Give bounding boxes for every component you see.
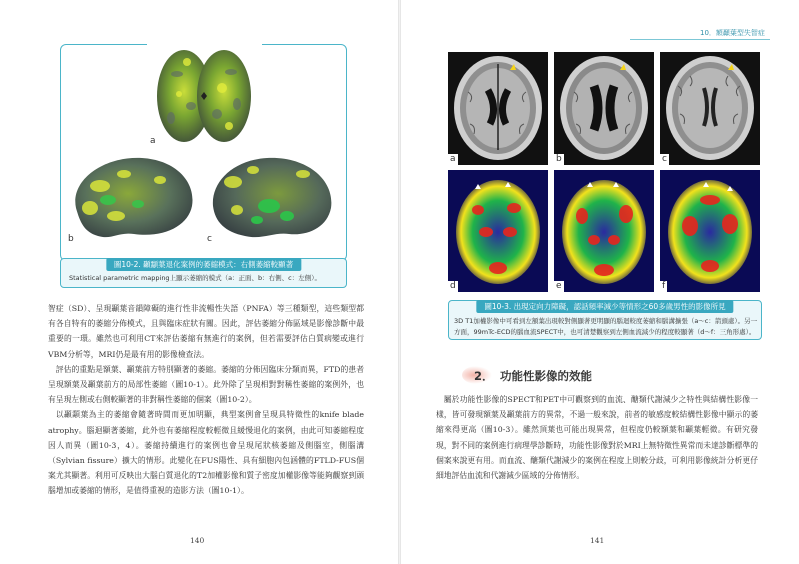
figure-10-3-caption xyxy=(448,300,762,340)
page-number-left: 140 xyxy=(190,536,205,545)
mri-letter-b: b xyxy=(556,154,562,164)
spect-scan-d xyxy=(448,170,548,292)
mri-scan-c xyxy=(660,52,760,165)
mri-scan-a xyxy=(448,52,548,165)
right-page xyxy=(400,0,799,564)
panel-letter-a: a xyxy=(150,136,156,146)
brain-left-lateral-image xyxy=(203,150,341,246)
figure-10-3-caption-line: 方面，99mTc-ECD的腦血流SPECT中，也可清楚觀察到左側血流減少的程度較顯著（d～f：三角形處）。 xyxy=(454,328,756,336)
mri-letter-a: a xyxy=(450,154,456,164)
left-paragraph: 評估的重點是額葉、顳葉前方特別顯著的萎縮。萎縮的分佈因臨床分類而異，FTD的患者呈現額葉及顳葉前方的局部性萎縮（圖10-1）。此外除了呈現相對對稱性萎縮的案例外，也有呈現左側或右側較顯著的非對稱性萎縮的個案（圖10-2）。 xyxy=(48,364,364,405)
left-paragraph: 以顳顬葉為主的萎縮會隨著時間而更加明顯，典型案例會呈現具特徵性的knife blade atrophy。腦迴顯著萎縮，此外也有萎縮程度較輕微且緩慢退化的案例，由此可知萎縮程度因人而異（圖10-3，4）。萎縮持續進行的案例也會呈現尾狀核萎縮及側腦室，側腦溝（Sylvian fissure）擴大的情形。此變化在FUS陽性、具有細胞內包涵體的FTLD-FUS個案尤其顯著。利用可反映出大腦白質退化的T2加權影像和質子密度加權影像等能夠觀察到頭腦增加或萎縮的情形，是值得重視的造影方法（圖10-1）。 xyxy=(48,410,364,496)
mri-letter-c: c xyxy=(662,154,667,164)
left-page xyxy=(0,0,399,564)
panel-letter-c: c xyxy=(207,234,212,244)
spect-scan-e xyxy=(554,170,654,292)
mri-axial-image xyxy=(448,52,548,165)
panel-letter-b: b xyxy=(68,234,74,244)
figure-10-2-panel-a xyxy=(147,44,262,147)
figure-10-2-caption xyxy=(60,258,347,288)
figure-10-3-caption-line: 3D T1加權影像中可看到左額葉出現較對側顯著更明顯的腦迴較度萎縮和腦溝擴張（a～c：箭頭處）。另一 xyxy=(454,317,758,325)
figure-10-2-panel-c xyxy=(203,150,341,246)
left-body-text xyxy=(48,301,364,499)
section-number: 2． xyxy=(474,369,494,383)
spect-letter-f: f xyxy=(662,281,666,291)
spect-perfusion-image xyxy=(448,170,548,292)
mri-axial-image xyxy=(660,52,760,165)
figure-10-2-caption-title: 圖10-2. 顳顬葉退化案例的萎縮模式：右側萎縮較顯著 xyxy=(106,258,301,271)
spect-letter-d: d xyxy=(450,281,456,291)
section-title: 功能性影像的效能 xyxy=(500,369,592,383)
spect-perfusion-image xyxy=(554,170,654,292)
figure-10-3-caption-title: 圖10-3. 出現定向力障礙，認話頻率減少等情形之60多歲男性的影像所見 xyxy=(476,300,733,313)
running-head-rule xyxy=(630,39,770,40)
left-paragraph: 智症（SD）、呈現顳葉音韻障礙的進行性非流暢性失語（PNFA）等三種類型，這些類型都有各自特有的萎縮分佈模式，且與臨床症狀有關。因此，評估萎縮分佈區域是影像診斷中最重要的一環。雖然也可利用CT來評估萎縮有無進行的案例，但若需要評估白質病變或進行VBM分析等，MRI仍是最有用的影像檢查法。 xyxy=(48,304,364,359)
mri-scan-b xyxy=(554,52,654,165)
mri-axial-image xyxy=(554,52,654,165)
spect-scan-f xyxy=(660,170,760,292)
page-number-right: 141 xyxy=(590,536,605,545)
right-body-text xyxy=(436,392,758,483)
figure-10-2-caption-text: Statistical parametric mapping上顯示萎縮的模式（a：正面、b：右側、c：左側）。 xyxy=(69,274,321,282)
running-head: 10．額顳葉型失智症 xyxy=(700,29,765,37)
spect-perfusion-image xyxy=(660,170,760,292)
spect-letter-e: e xyxy=(556,281,562,291)
brain-dorsal-view-image xyxy=(147,44,262,147)
right-paragraph: 屬於功能性影像的SPECT和PET中可觀察到的血流、醣類代謝減少之特性與結構性影像一樣，皆可發現額葉及顳葉前方的異常，不過一般來說，前者的敏感度較結構性影像中顯示的萎縮來得更高（圖10-3）。雖然頂葉也可能出現異常，但程度仍較額葉和顳葉輕微。有研究發現，對不同的案例進行病理學診斷時，功能性影像對於MRI上無特徵性異常而未達診斷標準的個案來說更有用。而血流、醣類代謝減少的案例在程度上則較分歧，可利用影像統計分析更仔細地評估血流和代謝減少區域的分佈情形。 xyxy=(436,395,758,481)
figure-10-2-panel-b xyxy=(64,150,200,246)
brain-right-lateral-image xyxy=(64,150,200,246)
